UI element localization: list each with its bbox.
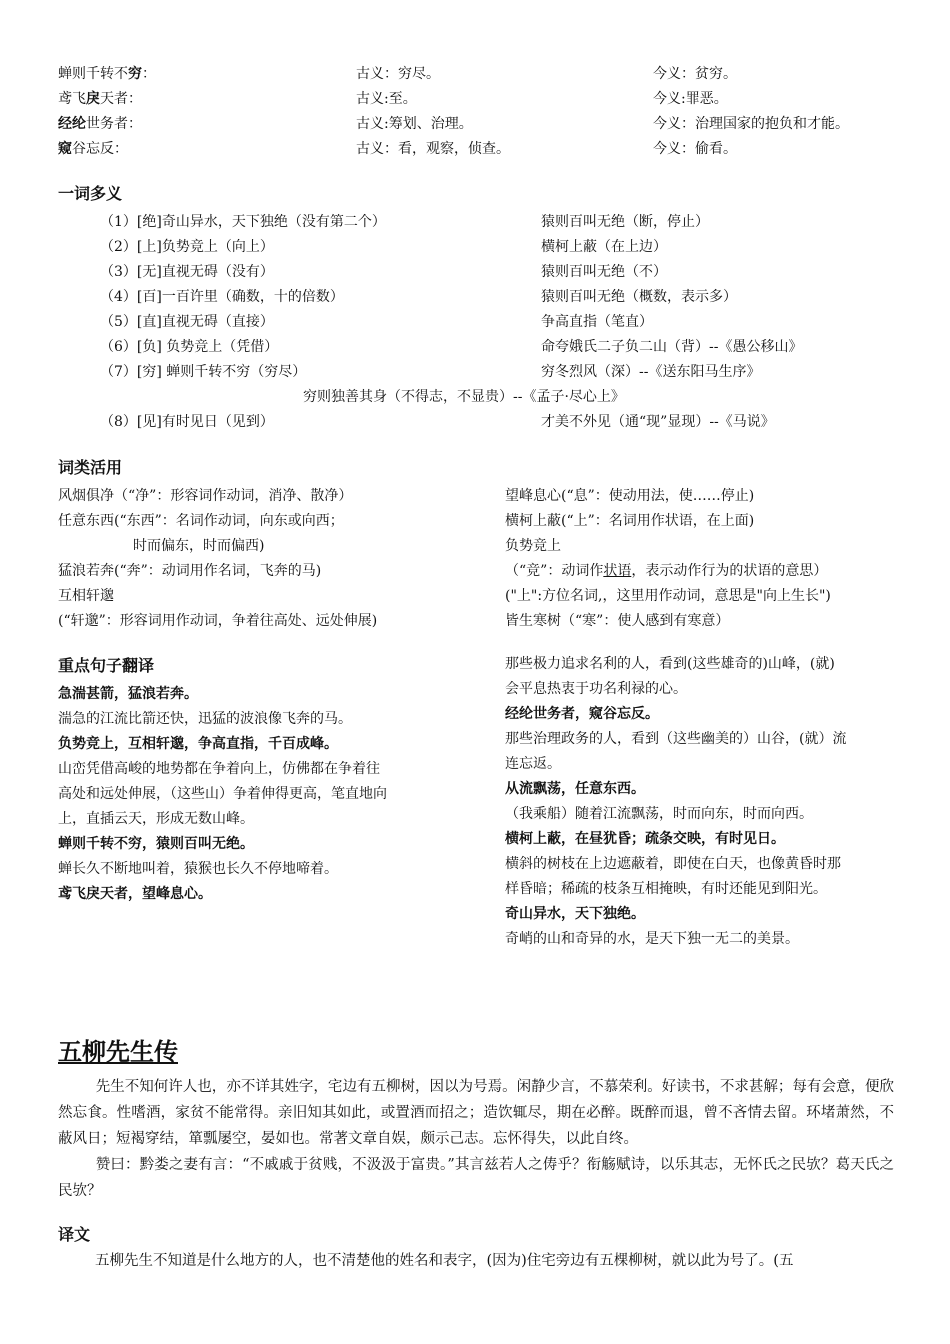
essay-translation-text: 五柳先生不知道是什么地方的人，也不清楚他的姓名和表字，(因为)住宅旁边有五棵柳树，就以此为号了。(五 bbox=[95, 1253, 794, 1269]
conversion-left-line: 风烟俱净（“净”：形容词作动词，消净、散净） bbox=[58, 488, 353, 504]
polysemy-left: （3）[无]直视无碍（没有） bbox=[100, 264, 274, 280]
ancient-meaning: 古义:筹划、治理。 bbox=[356, 116, 473, 132]
sentence-translation: 奇峭的山和奇异的水，是天下独一无二的美景。 bbox=[505, 931, 799, 947]
polysemy-right: 穷冬烈风（深）--《送东阳马生序》 bbox=[541, 364, 761, 380]
sentence-translation: 蝉长久不断地叫着，猿猴也长久不停地啼着。 bbox=[58, 861, 338, 877]
sentence-original: 蝉则千转不穷，猿则百叫无绝。 bbox=[58, 836, 254, 852]
phrase-post: 天者： bbox=[100, 91, 142, 107]
polysemy-extra-line: 穷则独善其身（不得志，不显贵）--《孟子·尽心上》 bbox=[303, 389, 625, 405]
sentence-original: 急湍甚箭，猛浪若奔。 bbox=[58, 686, 198, 702]
ancient-meaning: 古义：看，观察，侦查。 bbox=[356, 141, 510, 157]
translation-heading: 重点句子翻译 bbox=[58, 656, 155, 675]
modern-meaning: 今义：偷看。 bbox=[653, 141, 737, 157]
sentence-translation: 高处和远处伸展，（这些山）争着伸得更高，笔直地向 bbox=[58, 786, 387, 802]
polysemy-right: 猿则百叫无绝（概数，表示多） bbox=[541, 289, 737, 305]
essay-translation-heading: 译文 bbox=[58, 1225, 91, 1244]
conversion-right-line bbox=[505, 560, 827, 582]
conversion-right-line: ("上":方位名词,，这里用作动词，意思是"向上生长") bbox=[505, 588, 831, 604]
sentence-translation: 横斜的树枝在上边遮蔽着，即使在白天，也像黄昏时那 bbox=[505, 856, 841, 872]
phrase-key: 窥 bbox=[58, 141, 72, 157]
sentence-translation: 样昏暗；稀疏的枝条互相掩映，有时还能见到阳光。 bbox=[505, 881, 827, 897]
phrase-post: 谷忘反： bbox=[72, 141, 128, 157]
polysemy-left: （6）[负] 负势竞上（凭借） bbox=[100, 339, 279, 355]
conversion-text: ，表示动作行为的状语的意思） bbox=[631, 563, 828, 579]
sentence-translation: 湍急的江流比箭还快，迅猛的波浪像飞奔的马。 bbox=[58, 711, 352, 727]
sentence-translation: 那些极力追求名利的人，看到(这些雄奇的)山峰，(就) bbox=[505, 656, 835, 672]
phrase-post: 世务者： bbox=[86, 116, 142, 132]
polysemy-right: 横柯上蔽（在上边） bbox=[541, 239, 667, 255]
polysemy-left: （8）[见]有时见日（见到） bbox=[100, 414, 274, 430]
sentence-translation: 会平息热衷于功名利禄的心。 bbox=[505, 681, 687, 697]
modern-meaning: 今义：贫穷。 bbox=[653, 66, 737, 82]
modern-meaning: 今义:罪恶。 bbox=[653, 91, 728, 107]
sentence-original: 奇山异水，天下独绝。 bbox=[505, 906, 645, 922]
sentence-original: 从流飘荡，任意东西。 bbox=[505, 781, 645, 797]
sentence-translation: （我乘船）随着江流飘荡，时而向东，时而向西。 bbox=[505, 806, 813, 822]
conversion-left-line: 时而偏东，时而偏西) bbox=[133, 538, 265, 554]
ancient-modern-row bbox=[58, 88, 142, 110]
sentence-translation: 上，直插云天，形成无数山峰。 bbox=[58, 811, 254, 827]
conversion-right-line: 横柯上蔽(“上”：名词用作状语，在上面) bbox=[505, 513, 755, 529]
polysemy-right: 猿则百叫无绝（不） bbox=[541, 264, 667, 280]
phrase-key: 穷 bbox=[128, 66, 142, 82]
phrase-post: ： bbox=[142, 66, 156, 82]
conversion-heading: 词类活用 bbox=[58, 458, 123, 477]
conversion-left-line: 猛浪若奔(“奔”：动词用作名词，飞奔的马) bbox=[58, 563, 322, 579]
polysemy-right: 争高直指（笔直） bbox=[541, 314, 653, 330]
sentence-original: 经纶世务者，窥谷忘反。 bbox=[505, 706, 659, 722]
polysemy-left: （5）[直]直视无碍（直接） bbox=[100, 314, 274, 330]
polysemy-left: （2）[上]负势竞上（向上） bbox=[100, 239, 274, 255]
polysemy-left: （1）[绝]奇山异水，天下独绝（没有第二个） bbox=[100, 214, 386, 230]
underlined-term: 状语 bbox=[603, 563, 632, 579]
conversion-left-line: 互相轩邈 bbox=[58, 588, 114, 604]
conversion-right-line: 望峰息心(“息”：使动用法，使……停止) bbox=[505, 488, 755, 504]
essay-title: 五柳先生传 bbox=[58, 1037, 178, 1066]
polysemy-left: （7）[穷] 蝉则千转不穷（穷尽） bbox=[100, 364, 307, 380]
polysemy-left: （4）[百]一百许里（确数，十的倍数） bbox=[100, 289, 344, 305]
ancient-meaning: 古义:至。 bbox=[356, 91, 417, 107]
ancient-modern-row bbox=[58, 138, 128, 160]
phrase-key: 经纶 bbox=[58, 116, 86, 132]
phrase-pre: 鸢飞 bbox=[58, 91, 86, 107]
essay-paragraph: 赞曰：黔娄之妻有言：“不戚戚于贫贱，不汲汲于富贵。”其言兹若人之俦乎？衔觞赋诗，以乐其志，无怀氏之民欤？葛天氏之民欤？ bbox=[58, 1157, 894, 1199]
polysemy-right: 才美不外见（通“现”显现）--《马说》 bbox=[541, 414, 775, 430]
polysemy-heading: 一词多义 bbox=[58, 184, 123, 203]
polysemy-right: 命夸娥氏二子负二山（背）--《愚公移山》 bbox=[541, 339, 803, 355]
essay-paragraph: 先生不知何许人也，亦不详其姓字，宅边有五柳树，因以为号焉。闲静少言，不慕荣利。好读书，不求甚解；每有会意，便欣然忘食。性嗜酒，家贫不能常得。亲旧知其如此，或置酒而招之；造饮辄尽，期在必醉。既醉而退，曾不吝情去留。环堵萧然，不蔽风日；短褐穿结，箪瓢屡空，晏如也。常著文章自娱，颇示己志。忘怀得失，以此自终。 bbox=[58, 1079, 894, 1147]
phrase-key: 戾 bbox=[86, 91, 100, 107]
conversion-left-line: (“轩邈”：形容词用作动词，争着往高处、远处伸展) bbox=[58, 613, 378, 629]
sentence-translation: 山峦凭借高峻的地势都在争着向上，仿佛都在争着往 bbox=[58, 761, 380, 777]
sentence-translation: 那些治理政务的人，看到（这些幽美的）山谷，(就）流 bbox=[505, 731, 847, 747]
ancient-meaning: 古义：穷尽。 bbox=[356, 66, 440, 82]
conversion-right-line: 负势竞上 bbox=[505, 538, 561, 554]
conversion-right-line: 皆生寒树（“寒”：使人感到有寒意） bbox=[505, 613, 730, 629]
sentence-original: 负势竞上，互相轩邈，争高直指，千百成峰。 bbox=[58, 736, 338, 752]
sentence-original: 鸢飞戾天者，望峰息心。 bbox=[58, 886, 212, 902]
conversion-left-line: 任意东西(“东西”：名词作动词，向东或向西； bbox=[58, 513, 344, 529]
phrase-pre: 蝉则千转不 bbox=[58, 66, 128, 82]
sentence-original: 横柯上蔽，在昼犹昏；疏条交映，有时见日。 bbox=[505, 831, 785, 847]
polysemy-right: 猿则百叫无绝（断，停止） bbox=[541, 214, 709, 230]
ancient-modern-row bbox=[58, 63, 156, 85]
ancient-modern-row bbox=[58, 113, 142, 135]
sentence-translation: 连忘返。 bbox=[505, 756, 561, 772]
modern-meaning: 今义：治理国家的抱负和才能。 bbox=[653, 116, 849, 132]
conversion-text: （“竞”：动词作 bbox=[505, 563, 604, 579]
